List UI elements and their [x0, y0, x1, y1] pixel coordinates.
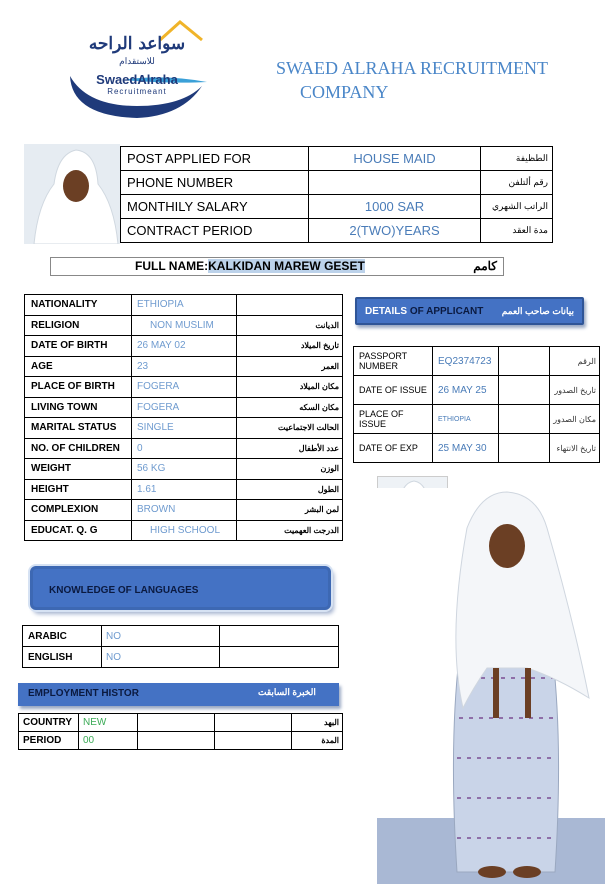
- row-value: BROWN: [132, 500, 237, 521]
- empty-cell: [499, 405, 550, 434]
- row-label: MARITAL STATUS: [25, 418, 132, 439]
- row-arabic: الطول: [237, 479, 343, 500]
- row-value: FOGERA: [132, 377, 237, 398]
- language-label: ENGLISH: [23, 647, 102, 668]
- row-arabic: الدرجت العهميت: [237, 520, 343, 541]
- job-info-table: [120, 146, 553, 243]
- salary-value: 1000 SAR: [309, 195, 481, 219]
- row-arabic: عدد الأطفال: [237, 438, 343, 459]
- logo-arabic: سواعد الراحه: [88, 34, 186, 54]
- table-row: [121, 171, 553, 195]
- company-name-line2: COMPANY: [300, 82, 389, 102]
- row-label: LIVING TOWN: [25, 397, 132, 418]
- company-name-line1: SWAED ALRAHA RECRUITMENT: [276, 58, 549, 78]
- applicant-photo-full: [377, 488, 605, 884]
- details-banner-arabic: بيانات صاحب العمم: [501, 306, 574, 316]
- row-label: EDUCAT. Q. G: [25, 520, 132, 541]
- table-row: [121, 195, 553, 219]
- row-arabic: تاريخ الميلاد: [237, 336, 343, 357]
- row-value: SINGLE: [132, 418, 237, 439]
- logo-arabic-sub: للاستقدام: [119, 56, 155, 66]
- table-row: [121, 147, 553, 171]
- employment-table: [18, 713, 343, 750]
- post-applied-label: POST APPLIED FOR: [121, 147, 309, 171]
- languages-title: KNOWLEDGE OF LANGUAGES: [49, 585, 199, 596]
- row-label: NO. OF CHILDREN: [25, 438, 132, 459]
- exp-date-label: DATE OF EXP: [354, 434, 433, 463]
- row-arabic: الديانت: [237, 315, 343, 336]
- languages-table: [22, 625, 339, 668]
- table-row: [25, 520, 343, 541]
- empty-cell: [220, 647, 339, 668]
- period-value: 00: [79, 732, 138, 750]
- row-label: RELIGION: [25, 315, 132, 336]
- table-row: [354, 347, 600, 376]
- row-value: HIGH SCHOOL: [132, 520, 237, 541]
- empty-cell: [215, 714, 292, 732]
- table-row: [23, 647, 339, 668]
- salary-label: MONTHILY SALARY: [121, 195, 309, 219]
- applicant-photo-small: [24, 144, 120, 244]
- empty-cell: [215, 732, 292, 750]
- issue-place-label: PLACE OF ISSUE: [354, 405, 433, 434]
- passport-label: PASSPORT NUMBER: [354, 347, 433, 376]
- table-row: [19, 732, 343, 750]
- row-label: PLACE OF BIRTH: [25, 377, 132, 398]
- employment-title: EMPLOYMENT HISTOR: [28, 688, 139, 699]
- table-row: [25, 356, 343, 377]
- table-row: [25, 438, 343, 459]
- row-value: 23: [132, 356, 237, 377]
- employment-history-banner: [18, 683, 339, 706]
- row-label: NATIONALITY: [25, 295, 132, 316]
- table-row: [25, 500, 343, 521]
- applicant-info-table: [24, 294, 343, 541]
- salary-arabic: الراتب الشهري: [481, 195, 553, 219]
- exp-date-value: 25 MAY 30: [433, 434, 499, 463]
- contract-label: CONTRACT PERIOD: [121, 219, 309, 243]
- empty-cell: [138, 732, 215, 750]
- full-name-text: [135, 259, 365, 273]
- issue-date-value: 26 MAY 25: [433, 376, 499, 405]
- languages-banner: [30, 566, 331, 610]
- table-row: [25, 479, 343, 500]
- row-arabic: الوزن: [237, 459, 343, 480]
- table-row: [23, 626, 339, 647]
- details-banner-title: [365, 306, 483, 317]
- period-arabic: المدة: [292, 732, 343, 750]
- row-label: WEIGHT: [25, 459, 132, 480]
- row-label: AGE: [25, 356, 132, 377]
- country-label: COUNTRY: [19, 714, 79, 732]
- row-arabic: مكان الميلاد: [237, 377, 343, 398]
- empty-cell: [499, 434, 550, 463]
- issue-place-arabic: مكان الصدور: [550, 405, 600, 434]
- country-value: NEW: [79, 714, 138, 732]
- phone-value: [309, 171, 481, 195]
- passport-arabic: الرقم: [550, 347, 600, 376]
- row-arabic: [237, 295, 343, 316]
- passport-value: EQ2374723: [433, 347, 499, 376]
- details-banner-part1: DETAILS: [365, 306, 408, 317]
- employment-arabic: الخبرة السابقت: [258, 687, 316, 697]
- language-value: NO: [102, 626, 220, 647]
- contract-value: 2(TWO)YEARS: [309, 219, 481, 243]
- row-value: 1.61: [132, 479, 237, 500]
- details-of-applicant-banner: [355, 297, 584, 325]
- full-name-arabic: كامم: [473, 259, 497, 273]
- logo-english-sub: Recruitmeant: [107, 87, 167, 96]
- details-banner-part2: OF APPLICANT: [409, 306, 484, 317]
- table-row: [25, 315, 343, 336]
- issue-place-value: ETHIOPIA: [433, 405, 499, 434]
- row-arabic: مكان السكه: [237, 397, 343, 418]
- phone-label: PHONE NUMBER: [121, 171, 309, 195]
- row-value: FOGERA: [132, 397, 237, 418]
- contract-arabic: مدة العقد: [481, 219, 553, 243]
- period-label: PERIOD: [19, 732, 79, 750]
- table-row: [121, 219, 553, 243]
- empty-cell: [138, 714, 215, 732]
- empty-cell: [220, 626, 339, 647]
- company-logo: [62, 18, 212, 126]
- full-name-box: [50, 257, 504, 276]
- company-name: [276, 56, 548, 104]
- language-value: NO: [102, 647, 220, 668]
- table-row: [25, 377, 343, 398]
- row-value: 56 KG: [132, 459, 237, 480]
- table-row: [25, 418, 343, 439]
- table-row: [354, 405, 600, 434]
- exp-date-arabic: تاريخ الانتهاء: [550, 434, 600, 463]
- post-applied-arabic: الطظيفة: [481, 147, 553, 171]
- issue-date-label: DATE OF ISSUE: [354, 376, 433, 405]
- language-label: ARABIC: [23, 626, 102, 647]
- row-arabic: الحالت الاجتماعيت: [237, 418, 343, 439]
- phone-arabic: رقم ألتلفن: [481, 171, 553, 195]
- post-applied-value: HOUSE MAID: [309, 147, 481, 171]
- table-row: [25, 336, 343, 357]
- country-arabic: البهد: [292, 714, 343, 732]
- table-row: [354, 376, 600, 405]
- row-label: HEIGHT: [25, 479, 132, 500]
- logo-english: SwaedAlraha: [96, 72, 178, 87]
- passport-table: [353, 346, 600, 463]
- table-row: [25, 459, 343, 480]
- row-arabic: العمر: [237, 356, 343, 377]
- table-row: [25, 397, 343, 418]
- table-row: [19, 714, 343, 732]
- table-row: [25, 295, 343, 316]
- full-name-value: KALKIDAN MAREW GESET: [208, 259, 365, 273]
- row-value: NON MUSLIM: [132, 315, 237, 336]
- empty-cell: [499, 376, 550, 405]
- row-value: 26 MAY 02: [132, 336, 237, 357]
- table-row: [354, 434, 600, 463]
- row-value: 0: [132, 438, 237, 459]
- row-label: DATE OF BIRTH: [25, 336, 132, 357]
- empty-cell: [499, 347, 550, 376]
- row-value: ETHIOPIA: [132, 295, 237, 316]
- row-arabic: لمن البشر: [237, 500, 343, 521]
- issue-date-arabic: تاريخ الصدور: [550, 376, 600, 405]
- row-label: COMPLEXION: [25, 500, 132, 521]
- full-name-prefix: FULL NAME:: [135, 259, 209, 273]
